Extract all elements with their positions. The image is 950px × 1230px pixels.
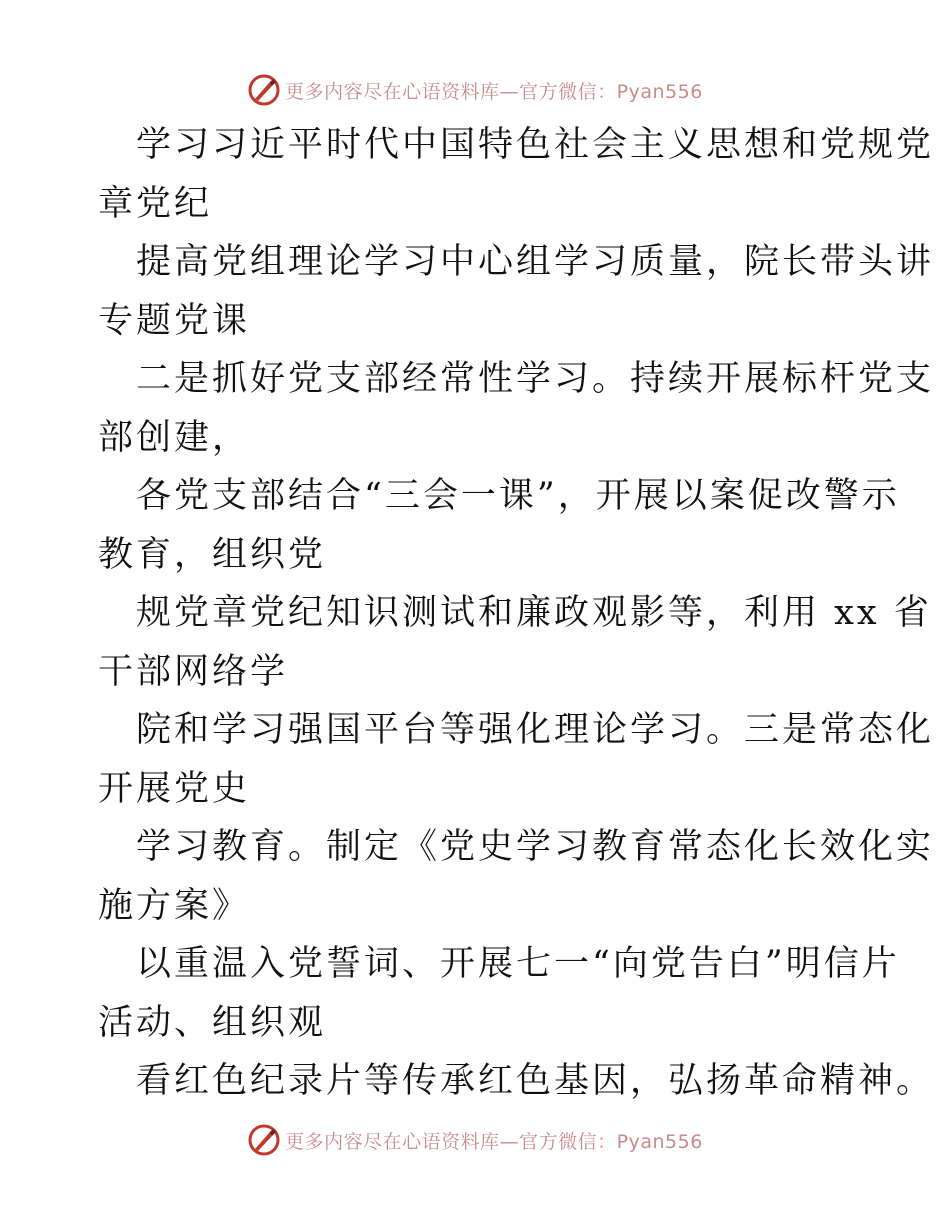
text-line: 学习习近平时代中国特色社会主义思想和党规党 <box>136 125 935 165</box>
text-line: 提高党组理论学习中心组学习质量，院长带头讲 <box>136 242 935 282</box>
text-line: 看红色纪录片等传承红色基因，弘扬革命精神。 <box>136 1061 935 1101</box>
text-line: 部创建， <box>98 417 251 458</box>
footer-banner <box>0 1120 950 1160</box>
text-line: 规党章党纪知识测试和廉政观影等，利用 xx 省 <box>136 593 932 633</box>
text-line: 院和学习强国平台等强化理论学习。三是常态化 <box>136 710 935 750</box>
text-line: 干部网络学 <box>98 651 289 692</box>
text-line: 二是抓好党支部经常性学习。持续开展标杆党支 <box>136 359 935 399</box>
text-line: 活动、组织观 <box>98 1002 327 1043</box>
document-body <box>98 116 935 1111</box>
text-line: 以重温入党誓词、开展七一“向党告白”明信片 <box>136 944 900 984</box>
text-line: 学习教育。制定《党史学习教育常态化长效化实 <box>136 827 935 867</box>
text-line: 开展党史 <box>98 768 251 809</box>
text-line: 教育，组织党 <box>98 534 327 575</box>
footer-banner-text: 更多内容尽在心语资料库—官方微信：Pyan556 <box>285 1130 703 1153</box>
header-banner <box>0 70 950 110</box>
text-line: 施方案》 <box>98 885 251 926</box>
text-line: 专题党课 <box>98 300 251 341</box>
pen-logo-icon <box>247 73 281 107</box>
pen-logo-icon <box>247 1123 281 1157</box>
text-line: 章党纪 <box>98 183 213 224</box>
header-banner-text: 更多内容尽在心语资料库—官方微信：Pyan556 <box>285 80 703 103</box>
text-line: 各党支部结合“三会一课”，开展以案促改警示 <box>136 476 900 516</box>
